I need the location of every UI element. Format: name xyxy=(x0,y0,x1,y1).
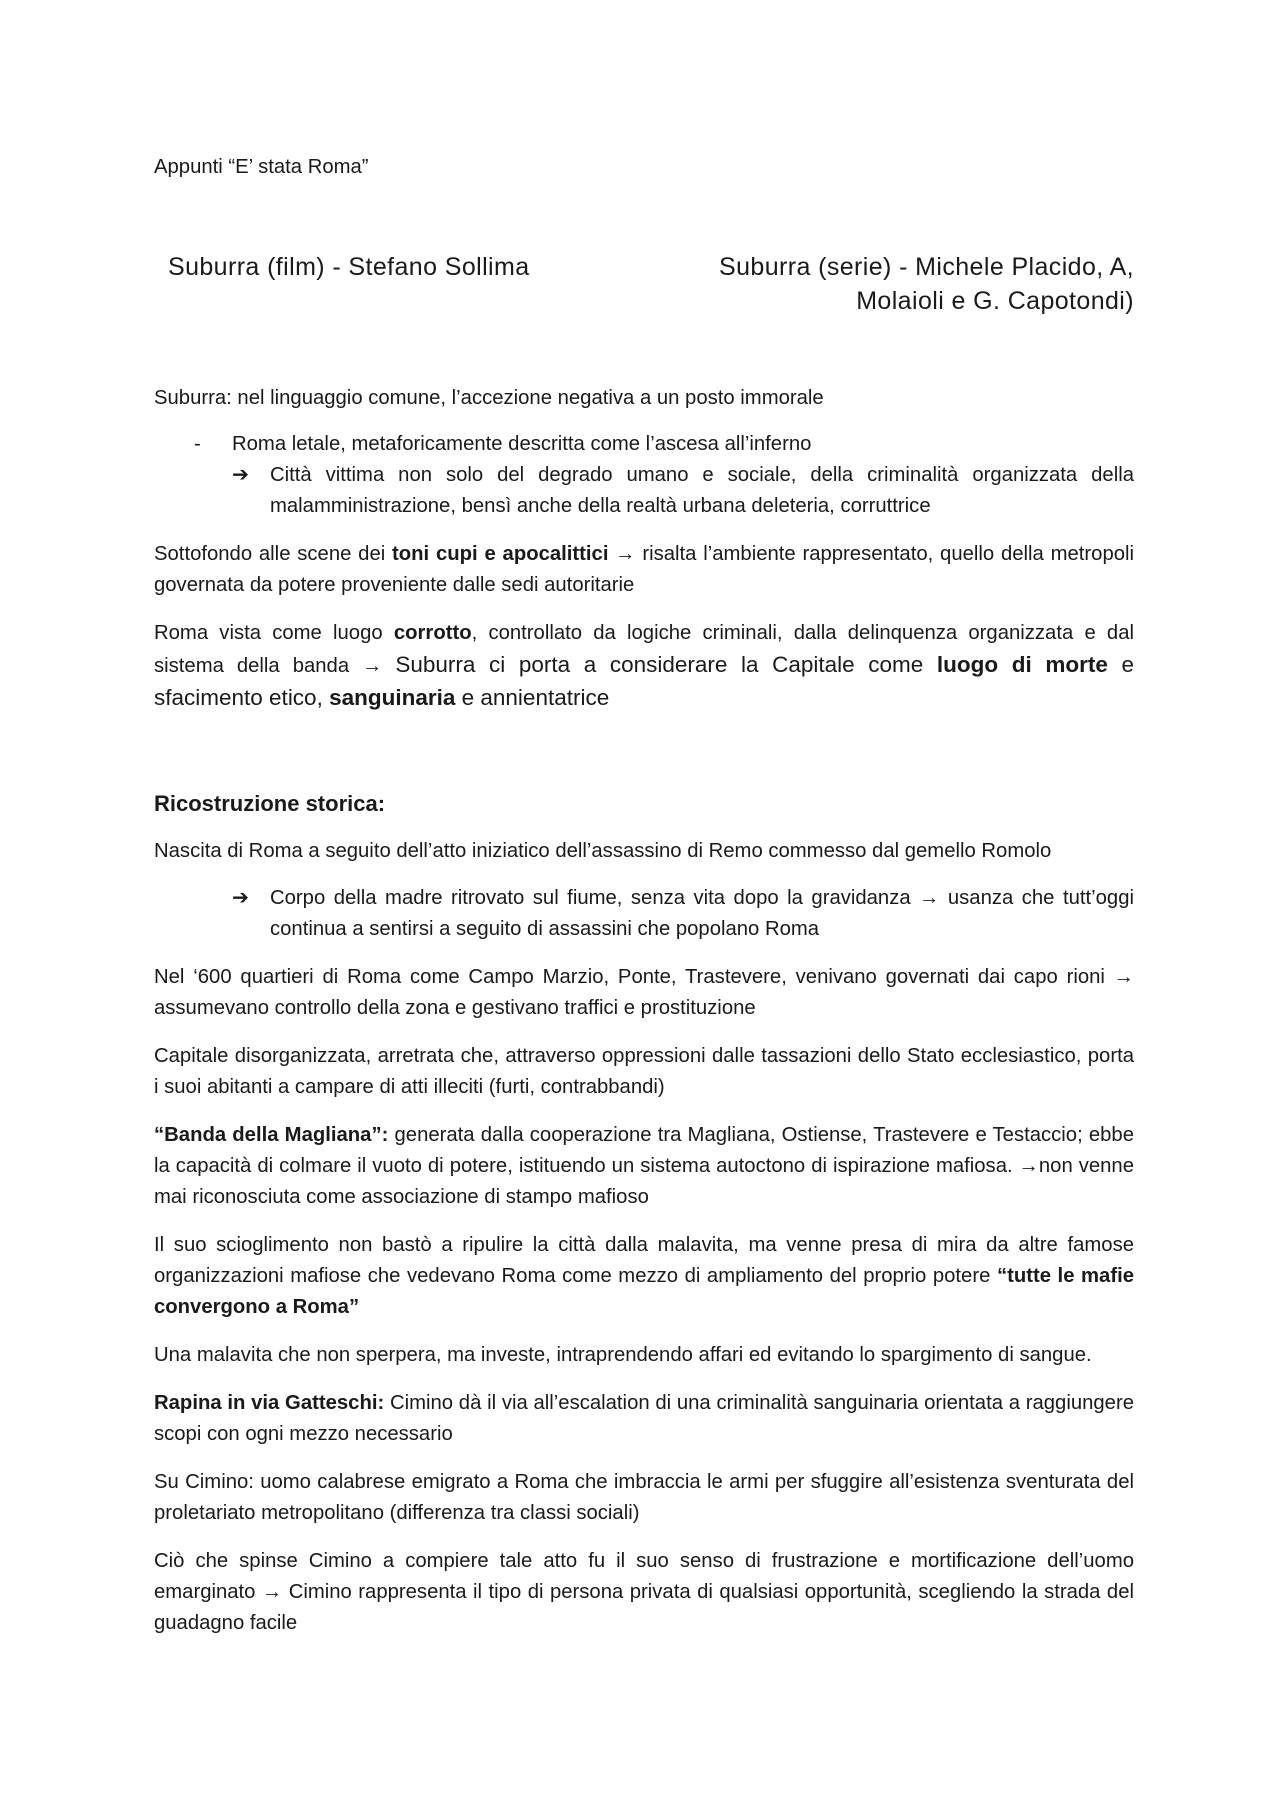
heading-series xyxy=(700,250,1134,318)
text-run: , controllato da logiche criminali, dalla delinquenza organizzata e dal sistema della banda → xyxy=(154,622,1134,677)
bold-text: toni cupi e apocalittici xyxy=(392,543,609,565)
text-run: Sottofondo alle scene dei xyxy=(154,543,393,565)
bold-text: luogo di morte xyxy=(936,652,1108,677)
paragraph-scioglimento xyxy=(154,1230,1134,1323)
paragraph-capitale: Capitale disorganizzata, arretrata che, attraverso oppressioni dalle tassazioni dello Stato ecclesiastico, porta i suoi abitanti a campare di atti illeciti (furti, contrabbandi) xyxy=(154,1045,1134,1098)
text-run: generata dalla cooperazione tra Magliana, Ostiense, Trastevere e Testaccio; ebbe la capacità di colmare il vuoto di potere, istituendo un sistema autoctono di ispirazione mafiosa. →non venne mai riconosciuta come associazione di stampo mafioso xyxy=(154,1124,1134,1208)
text-run: Cimino dà il via all’escalation di una criminalità sanguinaria orientata a raggiungere scopi con ogni mezzo necessario xyxy=(154,1392,1134,1445)
paragraph-roma-vista xyxy=(154,618,1134,715)
paragraph-malavita: Una malavita che non sperpera, ma investe, intraprendendo affari ed evitando lo spargimento di sangue. xyxy=(154,1344,1092,1366)
text-run: → risalta l’ambiente rappresentato, quello della metropoli governata da potere proveniente dalle sedi autoritarie xyxy=(154,543,1135,596)
section-heading: Ricostruzione storica: xyxy=(154,791,386,816)
text-run: Suburra ci porta a considerare la Capitale come xyxy=(395,652,937,677)
dash-bullet: - xyxy=(194,433,201,455)
heading-film: Suburra (film) - Stefano Sollima xyxy=(168,253,530,281)
bold-text: “tutte le mafie convergono a Roma” xyxy=(154,1265,1134,1318)
text-run: Roma vista come luogo xyxy=(154,622,394,644)
paragraph-su-cimino: Su Cimino: uomo calabrese emigrato a Roma che imbraccia le armi per sfuggire all’esistenza sventurata del proletariato metropolitano (differenza tra classi sociali) xyxy=(154,1471,1134,1524)
section-suburra xyxy=(154,383,1134,715)
bold-text: sanguinaria xyxy=(329,685,456,710)
arrow-list-item xyxy=(154,883,1134,945)
heading-series-line1: Suburra (serie) - Michele Placido, A, xyxy=(719,253,1134,281)
arrow-right-icon: ➔ xyxy=(232,464,249,486)
bold-text: Rapina in via Gatteschi: xyxy=(154,1392,385,1414)
arrow-list-item xyxy=(154,460,1134,522)
text-run: e sfacimento etico, xyxy=(154,652,1134,710)
paragraph-rapina xyxy=(154,1388,1134,1450)
text-run: e annientatrice xyxy=(455,685,610,710)
paragraph-sottofondo xyxy=(154,539,1134,601)
paragraph-frustrazione: Ciò che spinse Cimino a compiere tale atto fu il suo senso di frustrazione e mortificazione dell’uomo emarginato → Cimino rappresenta il tipo di persona privata di qualsiasi opportunità, scegliendo la strada del guadagno facile xyxy=(154,1550,1134,1634)
paragraph-seicento: Nel ‘600 quartieri di Roma come Campo Marzio, Ponte, Trastevere, venivano governati dai capo rioni → assumevano controllo della zona e gestivano traffici e prostituzione xyxy=(154,966,1134,1019)
paragraph-nascita: Nascita di Roma a seguito dell’atto iniziatico dell’assassino di Remo commesso dal gemello Romolo xyxy=(154,840,1052,862)
paragraph-banda-magliana xyxy=(154,1120,1134,1213)
bold-text: corrotto xyxy=(393,622,472,644)
intro-paragraph: Suburra: nel linguaggio comune, l’accezione negativa a un posto immorale xyxy=(154,387,824,409)
arrow-item-text: Corpo della madre ritrovato sul fiume, senza vita dopo la gravidanza → usanza che tutt’oggi continua a sentirsi a seguito di assassini che popolano Roma xyxy=(270,887,1134,940)
text-run: Il suo scioglimento non bastò a ripulire la città dalla malavita, ma venne presa di mira da altre famose organizzazioni mafiose che vedevano Roma come mezzo di ampliamento del proprio potere xyxy=(154,1234,1134,1287)
heading-series-line2: Molaioli e G. Capotondi) xyxy=(856,287,1134,315)
list-item xyxy=(154,429,1134,460)
list-item-text: Roma letale, metaforicamente descritta come l’ascesa all’inferno xyxy=(232,433,812,455)
document-title: Appunti “E’ stata Roma” xyxy=(154,156,369,178)
section-ricostruzione xyxy=(154,788,1134,1639)
arrow-item-text: Città vittima non solo del degrado umano e sociale, della criminalità organizzata della malamministrazione, bensì anche della realtà urbana deleteria, corruttrice xyxy=(270,464,1134,517)
bold-text: “Banda della Magliana”: xyxy=(154,1124,389,1146)
arrow-right-icon: ➔ xyxy=(232,887,249,909)
